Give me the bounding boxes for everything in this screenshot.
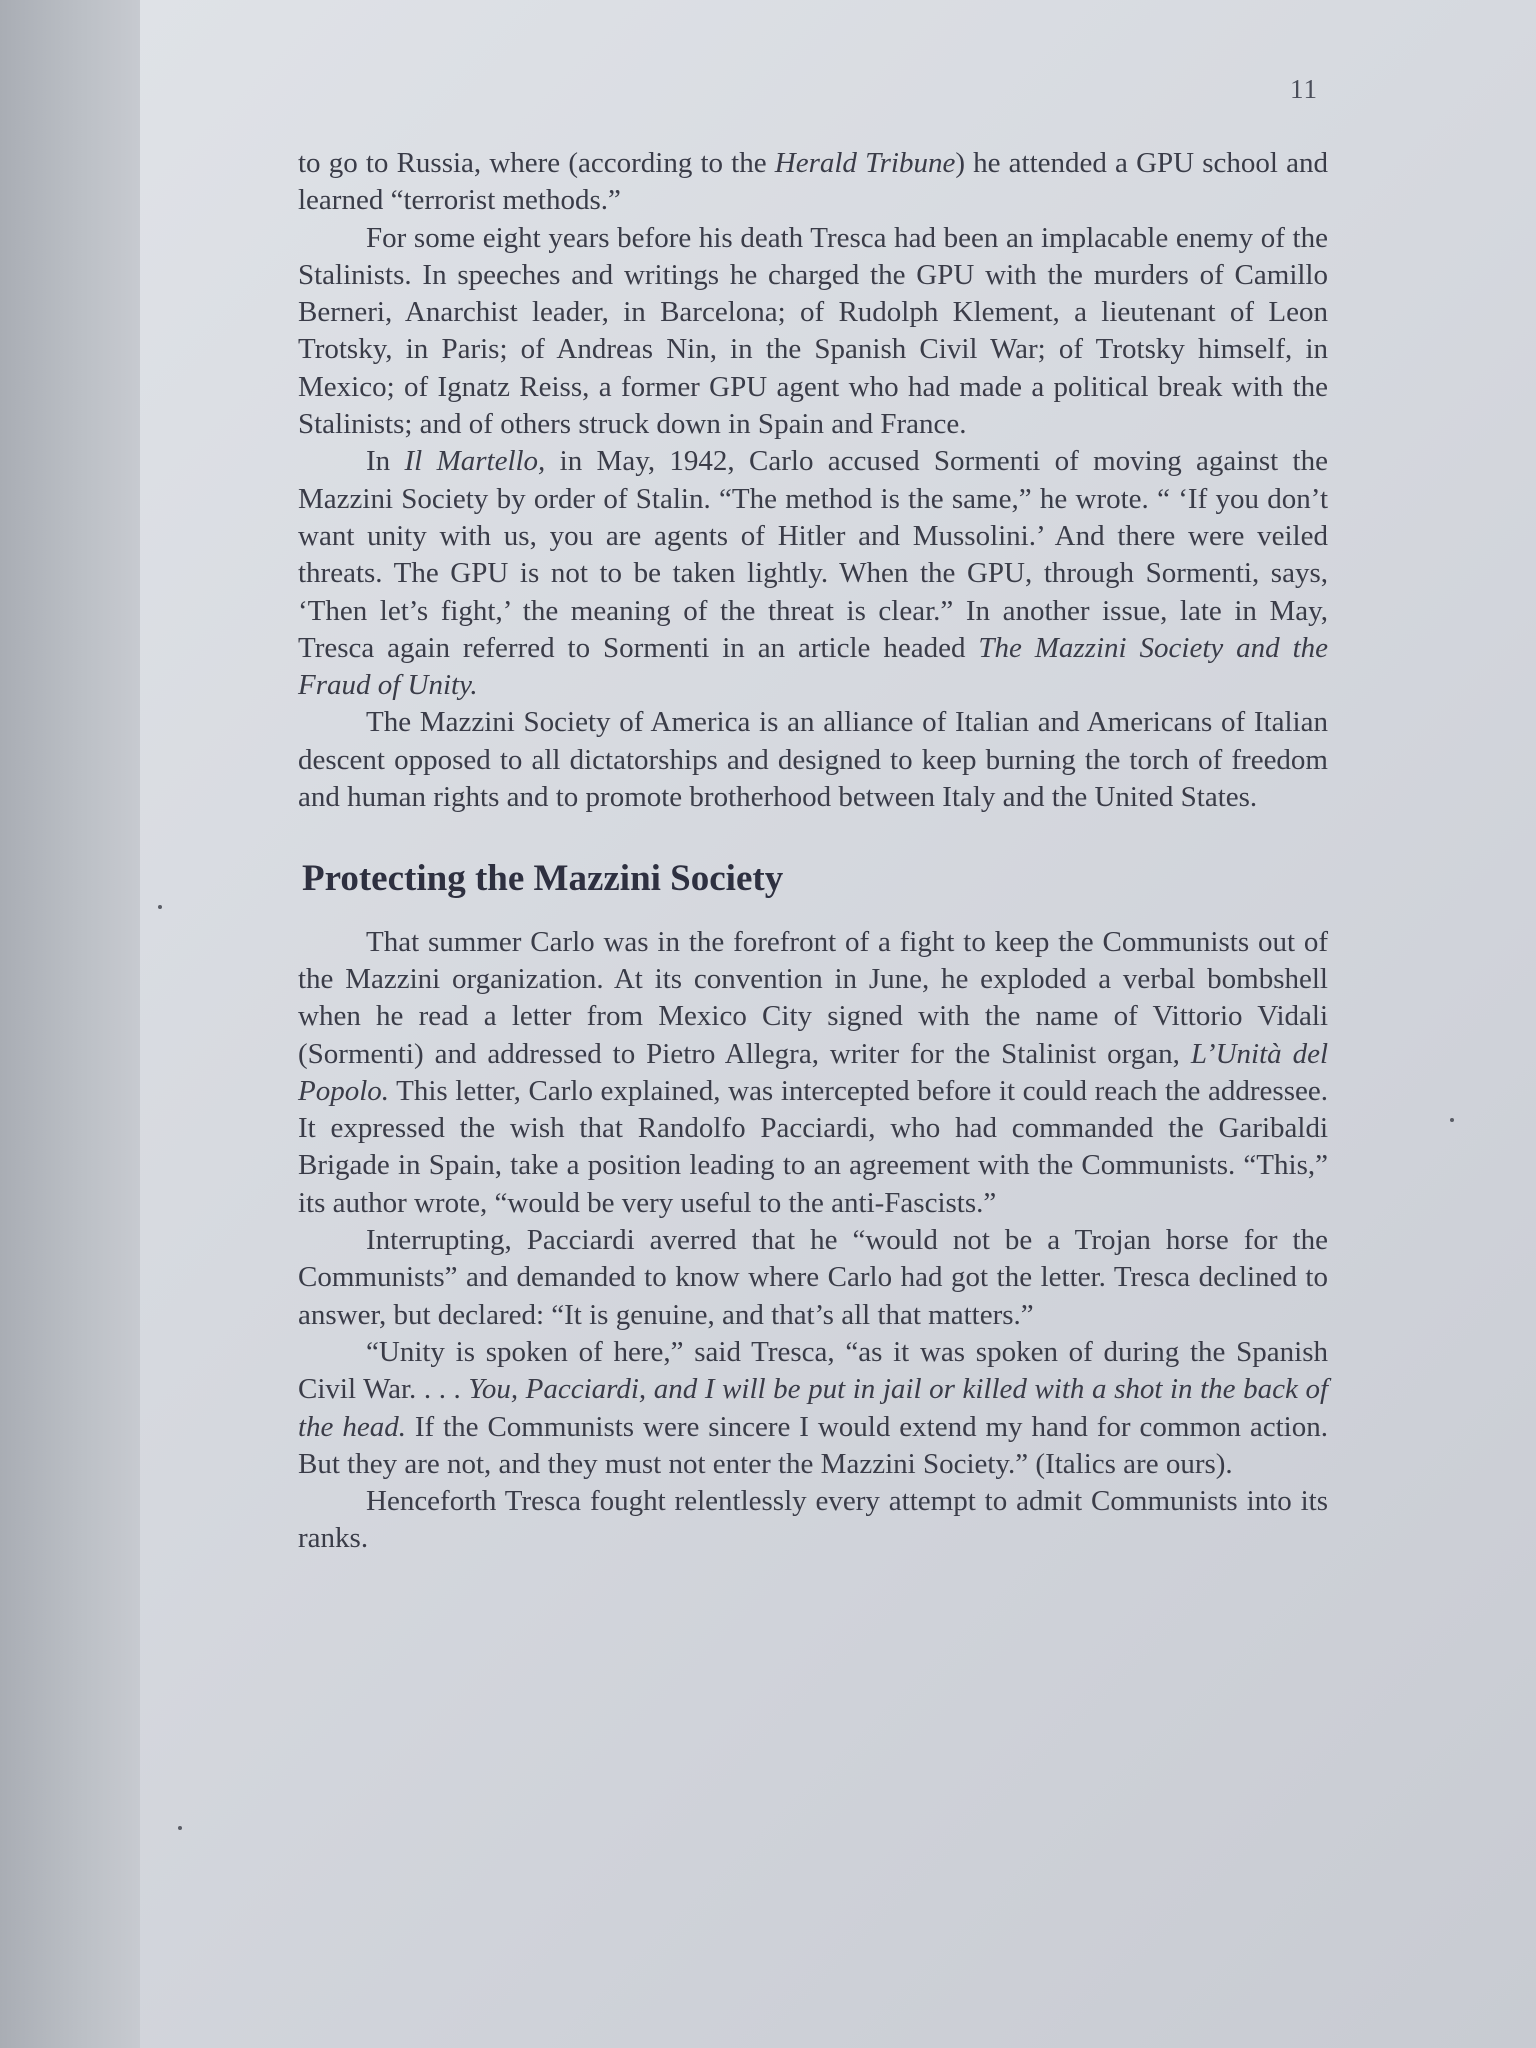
speck <box>1450 1118 1454 1122</box>
paragraphs-top <box>298 145 1328 816</box>
italic-text: L’Unità del Popolo. <box>298 1037 1329 1107</box>
page-number: 11 <box>1290 74 1318 104</box>
paragraph <box>298 1483 1328 1558</box>
paragraph <box>298 704 1328 816</box>
italic-text: Il Martello, <box>404 445 546 478</box>
text-run: in May, 1942, Carlo accused Sormenti of moving against the Mazzini Society by order of Stalin. “The method is the same,” he wrote. “ ‘If you don’t want unity with us, you are agents of Hitler and Mussolini.’ And there were veiled threats. The GPU is not to be taken lightly. When the GPU, through Sormenti, says, ‘Then let’s fight,’ the meaning of the threat is clear.” In another issue, late in May, Tresca again referred to Sormenti in an article headed <box>298 445 1328 664</box>
binding-shadow <box>0 0 140 2048</box>
paragraph <box>298 220 1328 444</box>
text-run: Henceforth Tresca fought relentlessly every attempt to admit Communists into its ranks. <box>298 1485 1328 1555</box>
text-run: If the Communists were sincere I would extend my hand for common action. But they are not, and they must not enter the Mazzini Society.” (Italics are ours). <box>298 1410 1328 1480</box>
text-run: Interrupting, Pacciardi averred that he “would not be a Trojan horse for the Communists” and demanded to know where Carlo had got the letter. Tresca declined to answer, but declared: “It is genuine, and that’s all that matters.” <box>298 1224 1328 1331</box>
text-run: “Unity is spoken of here,” said Tresca, “as it was spoken of during the Spanish Civil War. . . . <box>298 1335 1328 1406</box>
text-run: The Mazzini Society of America is an alliance of Italian and Americans of Italian descent opposed to all dictatorships and designed to keep burning the torch of freedom and human rights and to promote brotherhood between Italy and the United States. <box>298 706 1328 814</box>
italic-text: Herald Tribune <box>774 147 956 179</box>
text-run: For some eight years before his death Tresca had been an implacable enemy of the Stalinists. In speeches and writings he charged the GPU with the murders of Camillo Berneri, Anarchist leader, in Barcelona; of Rudolph Klement, a lieutenant of Leon Trotsky, in Paris; of Andreas Nin, in the Spanish Civil War; of Trotsky himself, in Mexico; of Ignatz Reiss, a former GPU agent who had made a political break with the Stalinists; and of others struck down in Spain and France. <box>298 221 1328 441</box>
paragraph <box>298 1334 1328 1483</box>
body-text <box>298 145 1328 1558</box>
section-heading: Protecting the Mazzini Society <box>302 858 784 900</box>
text-run: ) he attended a GPU school and learned “terrorist methods.” <box>298 147 1328 217</box>
paragraph <box>298 924 1328 1222</box>
speck <box>158 905 162 909</box>
text-run: That summer Carlo was in the forefront of a fight to keep the Communists out of the Mazzini organization. At its convention in June, he exploded a verbal bombshell when he read a letter from Mexico City signed with the name of Vittorio Vidali (Sormenti) and addressed to Pietro Allegra, writer for the Stalinist organ, <box>298 925 1328 1070</box>
speck <box>178 1826 182 1830</box>
paragraph <box>298 1222 1328 1334</box>
text-run: This letter, Carlo explained, was intercepted before it could reach the addressee. It expressed the wish that Randolfo Pacciardi, who had commanded the Garibaldi Brigade in Spain, take a position leading to an agreement with the Communists. “This,” its author wrote, “would be very useful to the anti-Fascists.” <box>298 1074 1328 1219</box>
text-run: In <box>366 445 405 478</box>
text-run: to go to Russia, where (according to the <box>298 147 775 179</box>
italic-text: The Mazzini Society and the Fraud of Unity. <box>298 631 1328 702</box>
paragraph <box>298 145 1328 220</box>
paragraphs-bottom <box>298 924 1328 1558</box>
paragraph <box>298 443 1328 704</box>
italic-text: You, Pacciardi, and I will be put in jail or killed with a shot in the back of the head. <box>298 1373 1329 1443</box>
